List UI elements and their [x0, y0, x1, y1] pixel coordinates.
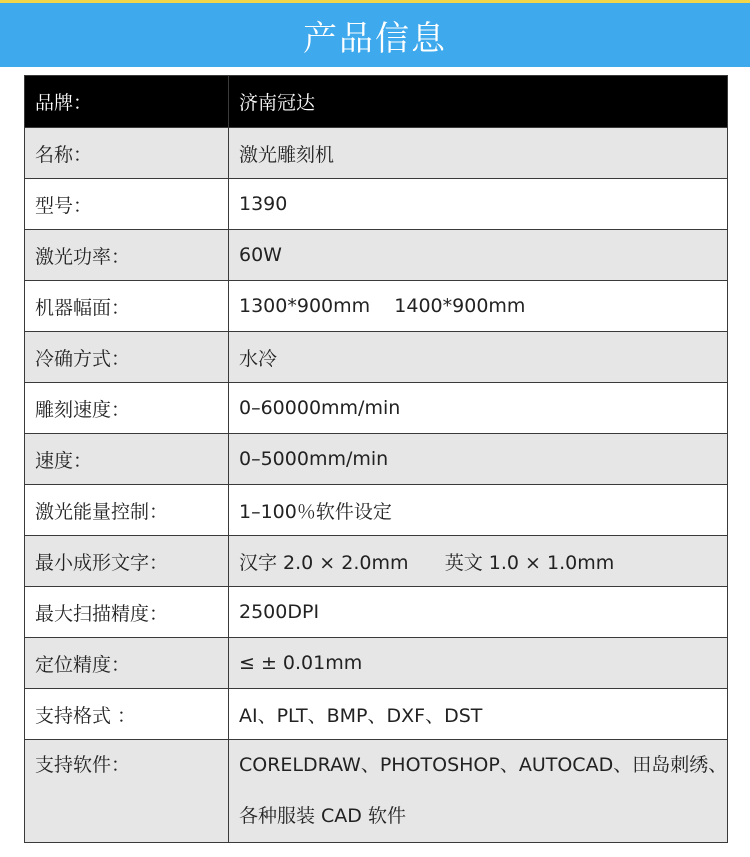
row-value-line: CORELDRAW、PHOTOSHOP、AUTOCAD、田岛刺绣、	[239, 754, 728, 776]
row-label: 冷确方式：	[25, 332, 229, 383]
table-row	[25, 281, 728, 332]
title-banner	[0, 0, 750, 67]
row-label: 激光功率：	[25, 230, 229, 281]
row-value: 1390	[229, 179, 728, 230]
row-value: AI、PLT、BMP、DXF、DST	[229, 689, 728, 740]
row-label: 雕刻速度：	[25, 383, 229, 434]
row-value-line: 各种服装 CAD 软件	[239, 805, 406, 827]
row-label: 最大扫描精度：	[25, 587, 229, 638]
row-label: 品牌：	[25, 76, 229, 128]
table-row	[25, 76, 728, 128]
row-value: 2500DPI	[229, 587, 728, 638]
row-value: 激光雕刻机	[229, 128, 728, 179]
table-row	[25, 179, 728, 230]
table-row	[25, 587, 728, 638]
table-row	[25, 536, 728, 587]
table-row	[25, 638, 728, 689]
row-value: 0–5000mm/min	[229, 434, 728, 485]
table-row	[25, 485, 728, 536]
row-label: 定位精度：	[25, 638, 229, 689]
row-label: 支持格式 ：	[25, 689, 229, 740]
row-value: 汉字 2.0 × 2.0mm 英文 1.0 × 1.0mm	[229, 536, 728, 587]
row-value: 60W	[229, 230, 728, 281]
table-row	[25, 383, 728, 434]
row-value: ≤ ± 0.01mm	[229, 638, 728, 689]
table-row	[25, 230, 728, 281]
table-row	[25, 332, 728, 383]
row-label: 支持软件：	[25, 740, 229, 843]
row-value: 1300*900mm 1400*900mm	[229, 281, 728, 332]
row-label: 名称：	[25, 128, 229, 179]
row-value	[229, 740, 728, 843]
table-row	[25, 740, 728, 843]
table-row	[25, 689, 728, 740]
row-label: 型号：	[25, 179, 229, 230]
row-label: 机器幅面：	[25, 281, 229, 332]
row-label: 激光能量控制：	[25, 485, 229, 536]
row-value: 1–100％软件设定	[229, 485, 728, 536]
table-row	[25, 434, 728, 485]
table-row	[25, 128, 728, 179]
row-value: 济南冠达	[229, 76, 728, 128]
row-value: 0–60000mm/min	[229, 383, 728, 434]
row-value: 水冷	[229, 332, 728, 383]
row-label: 最小成形文字：	[25, 536, 229, 587]
row-label: 速度：	[25, 434, 229, 485]
spec-table	[24, 75, 728, 843]
banner-title: 产品信息	[303, 18, 447, 59]
